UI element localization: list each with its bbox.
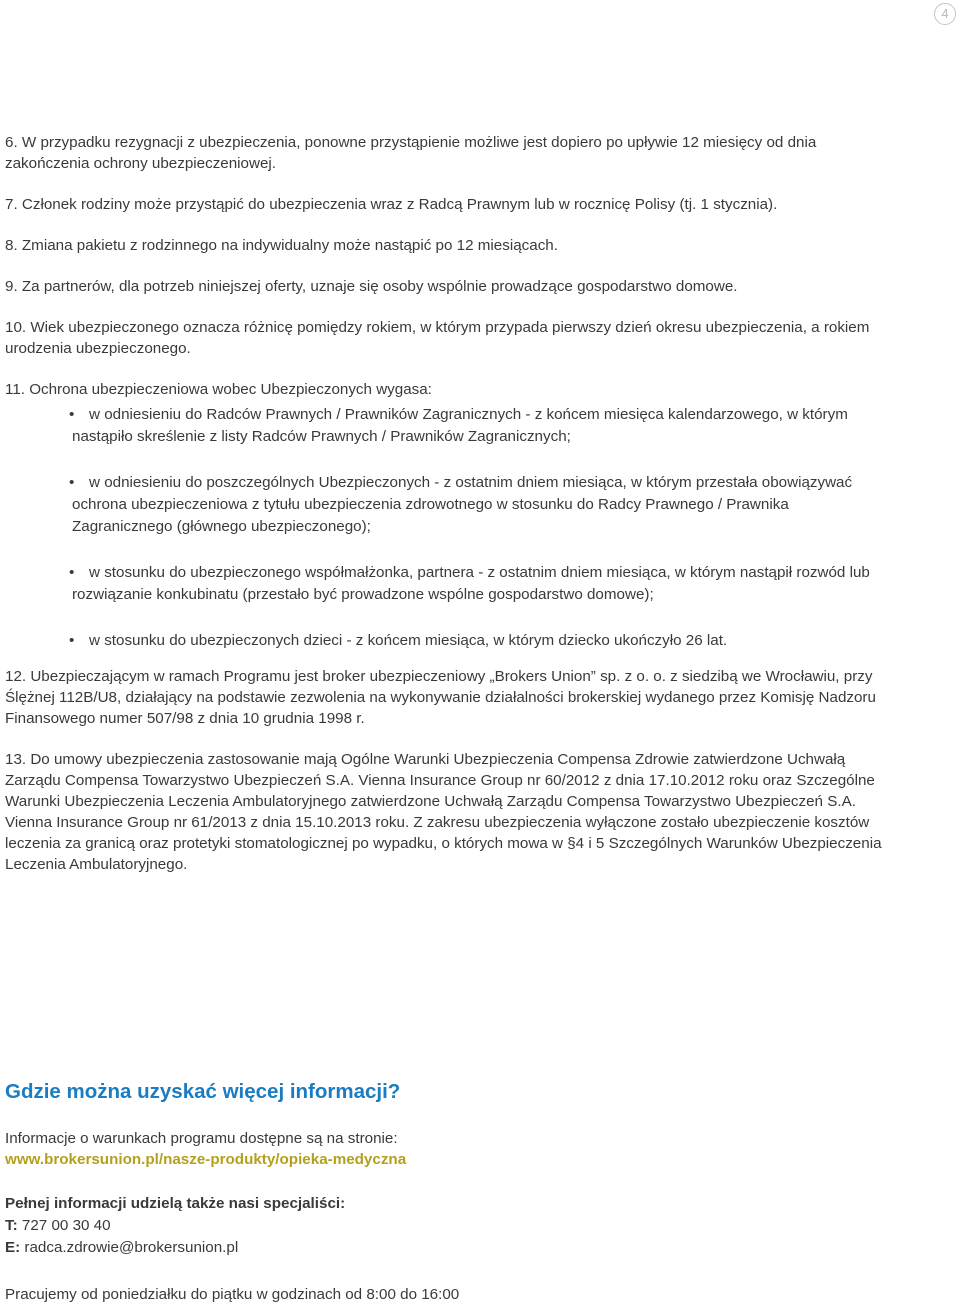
bullet-icon: • (69, 406, 75, 423)
list-item (69, 472, 887, 538)
specialists-heading: Pełnej informacji udzielą także nasi specjaliści: (5, 1195, 346, 1212)
bullet-icon: • (69, 564, 75, 581)
phone-line (5, 1215, 905, 1237)
phone-label: T: (5, 1217, 18, 1234)
list-item-text: w odniesieniu do poszczególnych Ubezpieczonych - z ostatnim dniem miesiąca, w którym przestała obowiązywać ochrona ubezpieczeniowa z tytułu ubezpieczenia zdrowotnego w stosunku do Radcy Prawnego / Prawnika Zagranicznego (głównego ubezpieczonego); (72, 474, 853, 535)
item-7: 7. Członek rodziny może przystąpić do ubezpieczenia wraz z Radcą Prawnym lub w rocznicę Polisy (tj. 1 stycznia). (5, 196, 778, 213)
item-13: 13. Do umowy ubezpieczenia zastosowanie mają Ogólne Warunki Ubezpieczenia Compensa Zdrowie zatwierdzone Uchwałą Zarządu Compensa Towarzystwo Ubezpieczeń S.A. Vienna Insurance Group nr 60/2012 z dnia 17.10.2012 roku oraz Szczególne Warunki Ubezpieczenia Leczenia Ambulatoryjnego zatwierdzone Uchwałą Zarządu Compensa Towarzystwo Ubezpieczeń S.A. Vienna Insurance Group nr 61/2013 z dnia 15.10.2013 roku. Z zakresu ubezpieczenia wyłączone zostało ubezpieczenie kosztów leczenia za granicą oraz protetyki stomatologicznej po wypadku, o których mowa w §4 i 5 Szczególnych Warunków Ubezpieczenia Leczenia Ambulatoryjnego. (5, 751, 882, 873)
list-item-text: w stosunku do ubezpieczonego współmałżonka, partnera - z ostatnim dniem miesiąca, w którym nastąpił rozwód lub rozwiązanie konkubinatu (przestało być prowadzone wspólne gospodarstwo domowe); (72, 564, 870, 603)
info-section (5, 1078, 905, 1306)
item-9: 9. Za partnerów, dla potrzeb niniejszej oferty, uznaje się osoby wspólnie prowadzące gospodarstwo domowe. (5, 278, 738, 295)
item-11: 11. Ochrona ubezpieczeniowa wobec Ubezpieczonych wygasa: (5, 381, 432, 398)
working-hours: Pracujemy od poniedziałku do piątku w godzinach od 8:00 do 16:00 (5, 1286, 460, 1303)
bullet-icon: • (69, 632, 75, 649)
info-intro: Informacje o warunkach programu dostępne są na stronie: (5, 1130, 398, 1147)
info-heading: Gdzie można uzyskać więcej informacji? (5, 1080, 401, 1103)
bullet-icon: • (69, 474, 75, 491)
list-item-text: w odniesieniu do Radców Prawnych / Prawników Zagranicznych - z końcem miesięca kalendarzowego, w którym nastąpiło skreślenie z listy Radców Prawnych / Prawników Zagranicznych; (72, 406, 848, 445)
item-6: 6. W przypadku rezygnacji z ubezpieczenia, ponowne przystąpienie możliwe jest dopiero po upływie 12 miesięcy od dnia zakończenia ochrony ubezpieczeniowej. (5, 134, 817, 172)
list-item-text: w stosunku do ubezpieczonych dzieci - z końcem miesiąca, w którym dziecko ukończyło 26 lat. (89, 632, 728, 649)
email-line (5, 1237, 905, 1259)
item-8: 8. Zmiana pakietu z rodzinnego na indywidualny może nastąpić po 12 miesiącach. (5, 237, 558, 254)
phone-number[interactable]: 727 00 30 40 (21, 1217, 111, 1234)
page-number: 4 (934, 3, 956, 25)
item-11-bullets (5, 404, 887, 652)
email-address[interactable]: radca.zdrowie@brokersunion.pl (24, 1239, 239, 1256)
list-item (69, 404, 887, 448)
email-label: E: (5, 1239, 21, 1256)
item-12: 12. Ubezpieczającym w ramach Programu jest broker ubezpieczeniowy „Brokers Union” sp. z o. o. z siedzibą we Wrocławiu, przy Ślężnej 112B/U8, działający na podstawie zezwolenia na wykonywanie działalności brokerskiej wydanego przez Komisję Nadzoru Finansowego numer 507/98 z dnia 10 grudnia 1998 r. (5, 668, 876, 727)
terms-list (5, 132, 887, 895)
website-link[interactable]: www.brokersunion.pl/nasze-produkty/opieka-medyczna (5, 1151, 407, 1168)
list-item (69, 562, 887, 606)
list-item (69, 630, 887, 652)
item-10: 10. Wiek ubezpieczonego oznacza różnicę pomiędzy rokiem, w którym przypada pierwszy dzień okresu ubezpieczenia, a rokiem urodzenia ubezpieczonego. (5, 319, 870, 357)
